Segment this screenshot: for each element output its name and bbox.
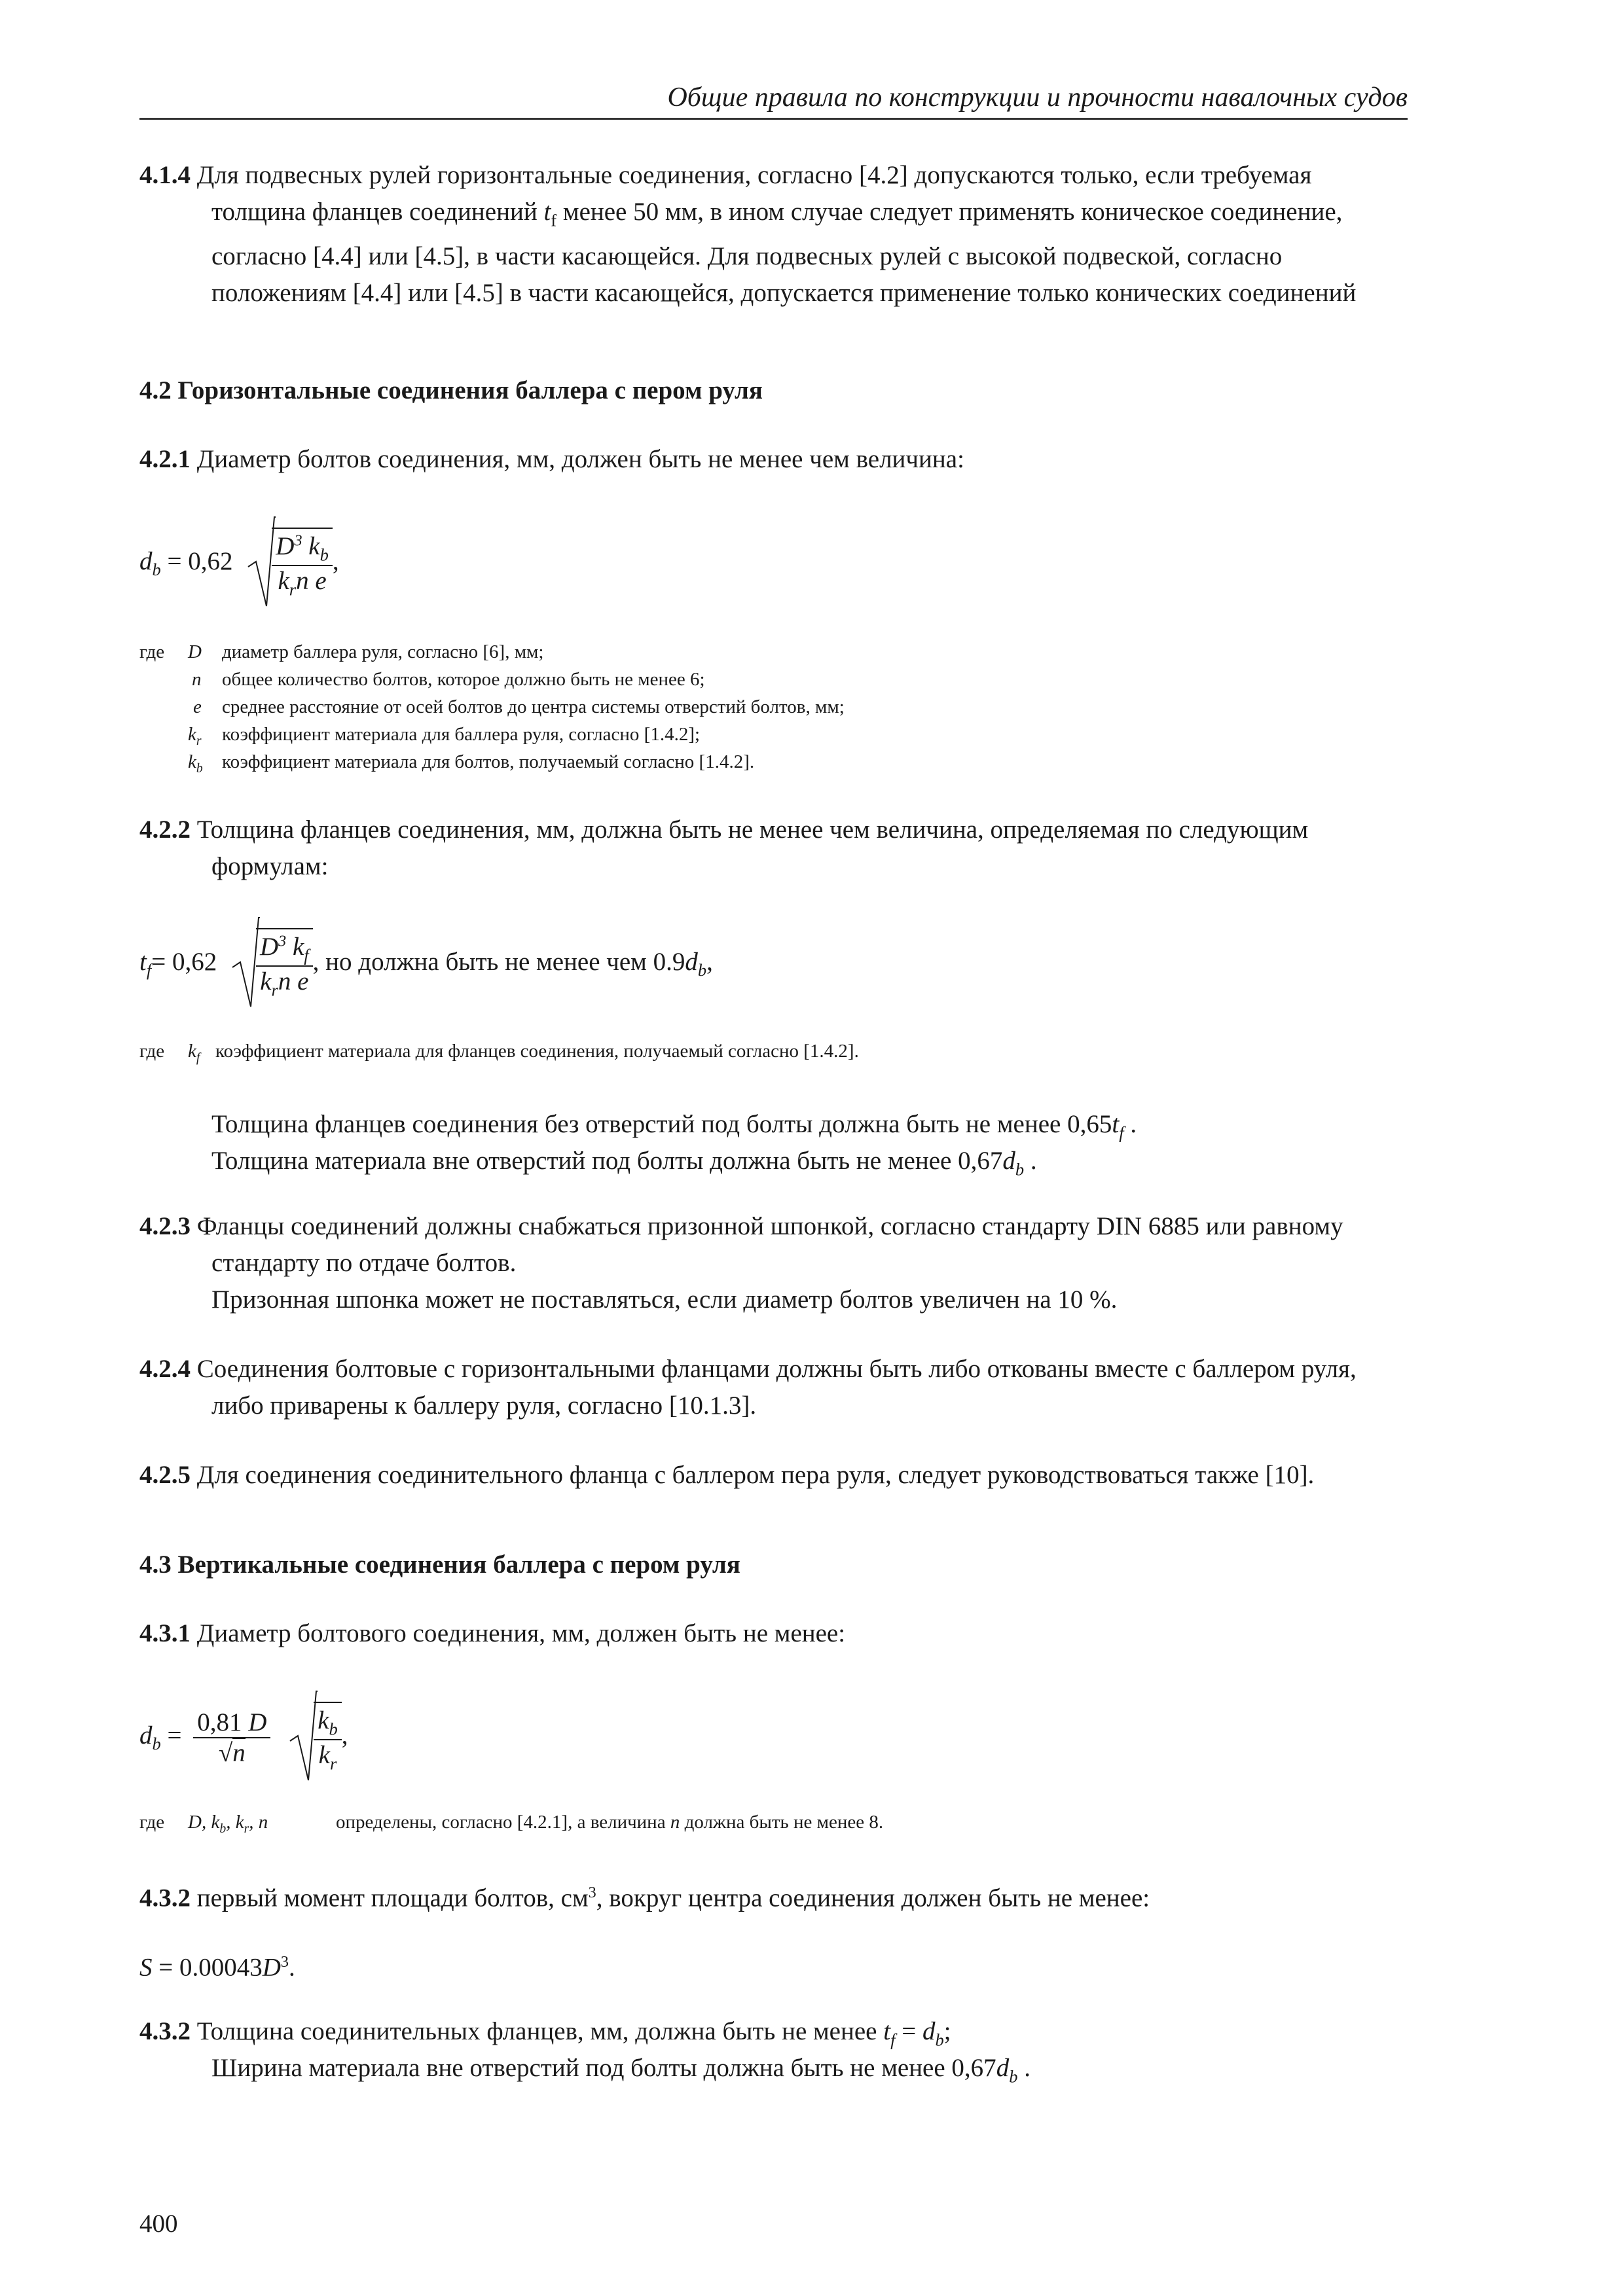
where-text: коэффициент материала для фланцев соединения, получаемый согласно [1.4.2]. [215, 1041, 859, 1062]
paragraph-text: первый момент площади болтов, см [191, 1884, 589, 1912]
formula-flange-thickness [139, 915, 713, 1013]
symbol: t [543, 198, 551, 226]
paragraph-4-2-2 [139, 812, 1408, 885]
clause-number: 4.2.5 [139, 1461, 191, 1489]
where-text: среднее расстояние от осей болтов до центра системы отверстий болтов, мм; [222, 696, 845, 717]
note-line: Ширина материала вне отверстий под болты должна быть не менее $0,67d_b$ . [211, 2054, 1030, 2087]
formula-lhs: t [139, 947, 147, 976]
section-heading-4-3: 4.3 Вертикальные соединения баллера с пером руля [139, 1551, 740, 1579]
where-label: где [139, 1041, 165, 1062]
radicand [272, 528, 333, 600]
paragraph-4-3-2-thickness: 4.3.2 Толщина соединительных фланцев, мм, должна быть не менее $t_f = d_b$; [139, 2017, 951, 2050]
superscript: 3 [588, 1884, 596, 1901]
subscript: f [551, 210, 557, 230]
formula-coef: = 0,62 [160, 547, 233, 575]
paragraph-text: Для соединения соединительного фланца с баллером пера руля, следует руководствоваться также [10]. [191, 1461, 1315, 1489]
paragraph-text: Толщина фланцев соединения, мм, должна быть не менее чем величина, определяемая по следующим формулам: [191, 816, 1309, 880]
where-symbol: $k_r$ [188, 724, 202, 748]
where-label: где [139, 1812, 165, 1833]
fraction-denominator: $k_rn$ e [278, 567, 327, 600]
clause-number: 4.3.2 [139, 2017, 191, 2045]
where-text: коэффициент материала для болтов, получаемый согласно [1.4.2]. [222, 751, 755, 772]
paragraph-text: Призонная шпонка может не поставляться, если диаметр болтов увеличен на 10 %. [211, 1285, 1118, 1314]
where-symbol: D [188, 641, 202, 662]
formula-lhs: d [139, 547, 153, 575]
paragraph-4-3-2-moment [139, 1874, 1408, 1916]
where-symbol: $k_f$ [188, 1041, 200, 1065]
formula-lhs: d [139, 1721, 153, 1749]
paragraph-text: менее 50 мм, в ином случае следует применять коническое соединение, согласно [4.4] или [4.5], в части касающейся. Для подвесных рулей с высокой подвеской, согласно положениям [4.4] или [4.5] в части касающейся, допускается применение только конических соединений [211, 198, 1357, 308]
running-header: Общие правила по конструкции и прочности навалочных судов [139, 77, 1408, 120]
where-label: где [139, 641, 165, 662]
section-heading-4-2: 4.2 Горизонтальные соединения баллера с пером руля [139, 376, 763, 404]
formula-tail: , но должна быть не менее чем 0.9 [312, 947, 685, 976]
formula-coef: = 0,62 [151, 947, 217, 976]
clause-number: 4.2.4 [139, 1355, 191, 1383]
where-row [139, 641, 544, 663]
where-symbol: D, $k_b$, $k_r$, n [188, 1812, 268, 1836]
fraction-numerator: $k_b$ [314, 1706, 342, 1740]
formula-lhs-sub: b [152, 560, 161, 580]
paragraph-4-2-1 [139, 441, 1408, 478]
fraction-numerator: $D^3$ $k_b$ [272, 531, 333, 566]
paragraph-text: Соединения болтовые с горизонтальными фланцами должны быть либо откованы вместе с баллером руля, либо приварены к баллеру руля, согласно [10.1.3]. [191, 1355, 1357, 1420]
clause-number: 4.2.3 [139, 1212, 191, 1240]
symbol: d [685, 947, 698, 976]
page-number: 400 [139, 2210, 178, 2238]
paragraph-text: Толщина соединительных фланцев, мм, должна быть не менее [191, 2017, 884, 2045]
paragraph-4-2-4 [139, 1351, 1408, 1424]
paragraph-4-2-5 [139, 1457, 1408, 1494]
fraction-numerator: 0,81 D [193, 1708, 270, 1738]
paragraph-text: , вокруг центра соединения должен быть не менее: [596, 1884, 1150, 1912]
fraction-denominator: $k_r$ [318, 1741, 337, 1774]
formula-tail: , [332, 547, 339, 575]
note-line: Толщина фланцев соединения без отверстий под болты должна быть не менее $0,65t_f$ . [211, 1110, 1137, 1143]
paragraph-text: Для подвесных рулей горизонтальные соединения, согласно [4.2] допускаются только, если требуемая толщина фланцев соединений [191, 161, 1312, 226]
paragraph-4-3-1 [139, 1615, 1408, 1652]
paragraph-4-2-3 [139, 1208, 1408, 1282]
paragraph-text: Диаметр болтового соединения, мм, должен быть не менее: [191, 1619, 846, 1647]
where-row [139, 1041, 859, 1065]
fraction-coef [193, 1708, 270, 1768]
where-symbol: n [192, 669, 202, 690]
where-text: диаметр баллера руля, согласно [6], мм; [222, 641, 544, 662]
where-text: определены, согласно [4.2.1], а величина n должна быть не менее 8. [336, 1812, 884, 1833]
formula-lhs-sub: f [146, 960, 152, 980]
paragraph-text: Фланцы соединений должны снабжаться призонной шпонкой, согласно стандарту DIN 6885 или равному стандарту по отдаче болтов. [191, 1212, 1343, 1277]
radicand [314, 1702, 342, 1774]
formula-bolt-diameter [139, 514, 339, 613]
clause-number: 4.2.1 [139, 445, 191, 473]
fraction-denominator: √n [218, 1739, 246, 1767]
formula-first-moment: $S = 0.00043D^3$. [139, 1953, 295, 1982]
formula-eq: = [160, 1721, 182, 1749]
where-text: общее количество болтов, которое должно быть не менее 6; [222, 669, 705, 690]
radicand [256, 928, 313, 1001]
fraction-numerator: $D^3$ $k_f$ [256, 932, 313, 967]
clause-number: 4.1.4 [139, 161, 191, 189]
paragraph-text: Диаметр болтов соединения, мм, должен быть не менее чем величина: [191, 445, 964, 473]
where-symbol: e [193, 696, 202, 717]
formula-lhs-sub: b [152, 1734, 161, 1754]
formula-tail: , [706, 947, 713, 976]
formula-tail: , [341, 1721, 348, 1749]
paragraph-4-1-4 [139, 157, 1408, 312]
where-text: коэффициент материала для баллера руля, согласно [1.4.2]; [222, 724, 701, 745]
formula-vertical-bolt-diameter [139, 1689, 348, 1787]
where-symbol: $k_b$ [188, 751, 203, 776]
where-row [139, 1812, 884, 1836]
subscript: b [697, 960, 707, 980]
clause-number: 4.2.2 [139, 816, 191, 844]
clause-number: 4.3.1 [139, 1619, 191, 1647]
fraction-denominator: $k_rn$ e [260, 967, 309, 1000]
clause-number: 4.3.2 [139, 1884, 191, 1912]
note-line: Толщина материала вне отверстий под болты должна быть не менее $0,67d_b$ . [211, 1147, 1037, 1179]
